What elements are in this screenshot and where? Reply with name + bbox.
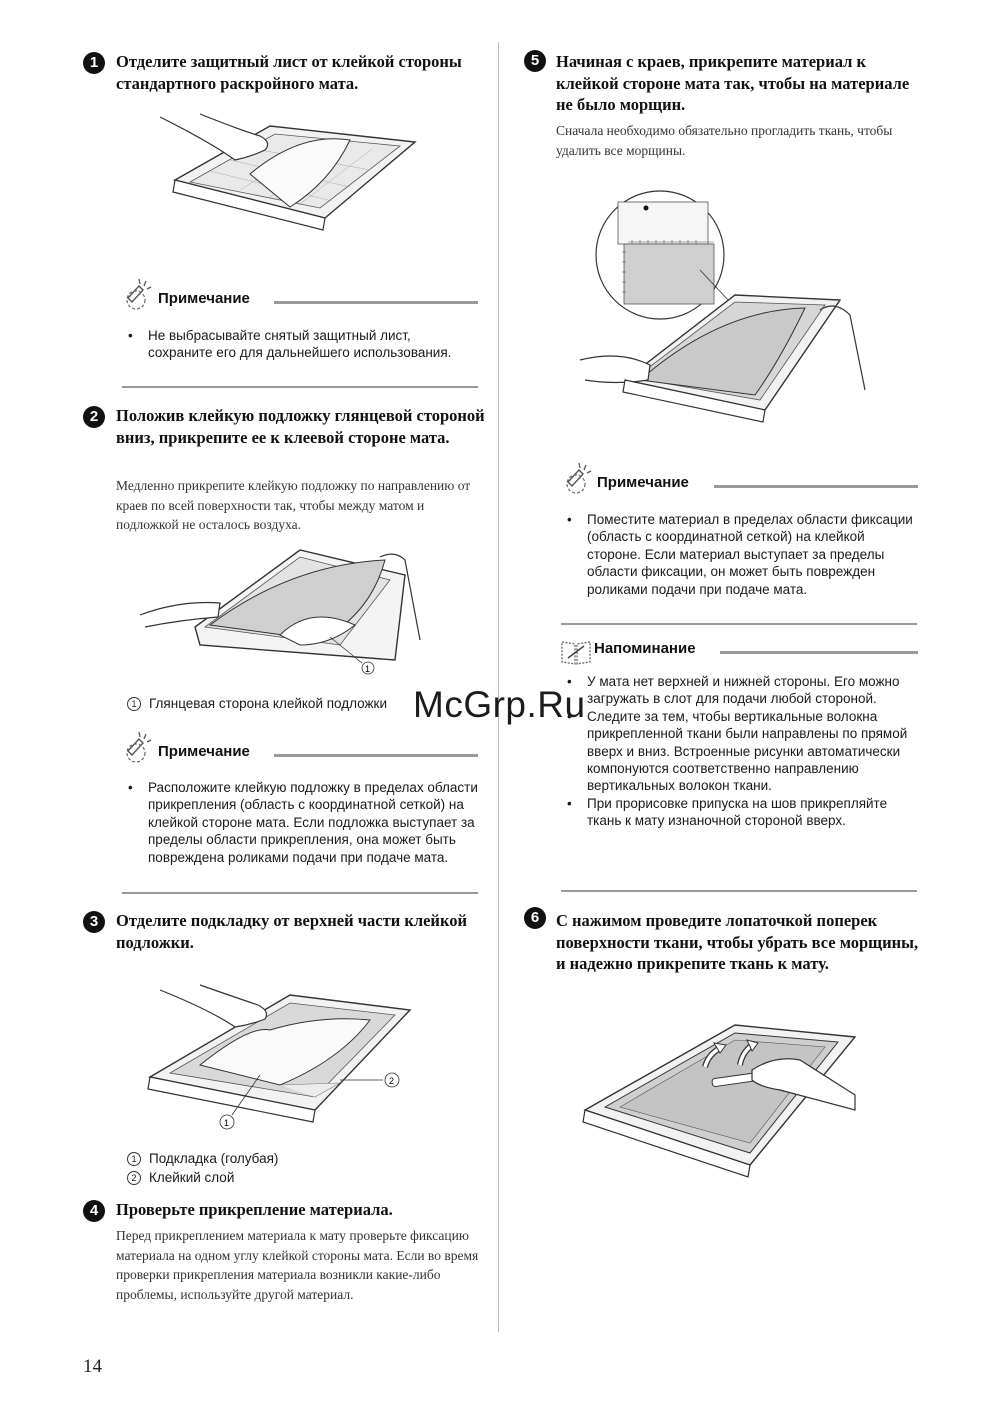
reminder-book-icon (560, 638, 592, 666)
note-1-title: Примечание (158, 290, 250, 307)
step-4-number: 4 (83, 1200, 105, 1222)
note-3-title: Примечание (597, 474, 689, 491)
step-5-number: 5 (524, 50, 546, 72)
reminder-item: • При прорисовке припуска на шов прикрепляйте ткань к мату изнаночной стороной вверх. (561, 795, 921, 830)
reminder-item: • Следите за тем, чтобы вертикальные волокна прикрепленной ткани были направлены по прямой вверх и вниз. Встроенные рисунки автоматически компонуются соответственно направлению вертикальных волокон ткани. (561, 708, 921, 795)
note-3-list (561, 511, 921, 598)
note-3-bottom-rule (561, 623, 917, 625)
svg-text:1: 1 (224, 1118, 230, 1128)
legend-marker: 2 (127, 1171, 141, 1185)
note-2-item: • Расположите клейкую подложку в пределах области прикрепления (область с координатной сеткой) на клейкой стороне мата. Если подложка выступает за пределы области прикрепления, она может быть повреждена роликами подачи при подаче мата. (122, 779, 482, 866)
legend-text: Подкладка (голубая) (149, 1151, 279, 1166)
figure-peel-protective-sheet (140, 112, 440, 262)
note-icon (560, 462, 594, 496)
step-5-description: Сначала необходимо обязательно прогладить ткань, чтобы удалить все морщины. (556, 123, 893, 158)
figure-remove-liner (140, 985, 410, 1135)
note-1-bottom-rule (122, 386, 478, 388)
svg-text:2: 2 (389, 1076, 395, 1086)
legend-text: Глянцевая сторона клейкой подложки (149, 696, 387, 711)
note-3-item: • Поместите материал в пределах области фиксации (область с координатной сеткой) на клейкой стороне. Если материал выступает за пределы области фиксации, он может быть поврежден роликами подачи при подаче мата. (561, 511, 921, 598)
watermark: McGrp.Ru (413, 684, 586, 725)
figure-smooth-with-spatula (580, 1015, 860, 1170)
svg-text:1: 1 (365, 664, 371, 674)
step-3-title: Отделите подкладку от верхней части клейкой подложки. (116, 911, 467, 952)
reminder-item: • У мата нет верхней и нижней стороны. Его можно загружать в слот для подачи любой стороной. (561, 673, 921, 708)
note-1-rule (274, 301, 478, 304)
step-1-number: 1 (83, 52, 105, 74)
figure-attach-fabric (580, 190, 870, 440)
step-2-description: Медленно прикрепите клейкую подложку по направлению от краев по всей поверхности так, чтобы между матом и подложкой не осталось воздуха. (116, 478, 471, 532)
note-3-rule (714, 485, 918, 488)
note-1-item: • Не выбрасывайте снятый защитный лист, сохраните его для дальнейшего использования. (122, 327, 478, 362)
legend-text: Клейкий слой (149, 1170, 235, 1185)
step-1-title: Отделите защитный лист от клейкой стороны стандартного раскройного мата. (116, 52, 462, 93)
note-1-list (122, 327, 478, 362)
legend-marker: 1 (127, 697, 141, 711)
figure-attach-adhesive-sheet (140, 545, 440, 680)
reminder-bottom-rule (561, 890, 917, 892)
step-2-title: Положив клейкую подложку глянцевой стороной вниз, прикрепите ее к клеевой стороне мата. (116, 406, 485, 447)
figure-3-legend (127, 1149, 278, 1187)
step-6-title: С нажимом проведите лопаточкой поперек поверхности ткани, чтобы убрать все морщины, и надежно прикрепите ткань к мату. (556, 911, 919, 973)
note-2-list (122, 779, 482, 866)
note-icon (120, 731, 154, 765)
step-4-title: Проверьте прикрепление материала. (116, 1200, 393, 1219)
figure-2-legend (127, 694, 387, 713)
note-icon (120, 278, 154, 312)
page-number: 14 (83, 1356, 102, 1377)
note-2-rule (274, 754, 478, 757)
step-2-number: 2 (83, 406, 105, 428)
step-6-number: 6 (524, 907, 546, 929)
step-5-title: Начиная с краев, прикрепите материал к клейкой стороне мата так, чтобы на материале не было морщин. (556, 52, 910, 114)
legend-row (127, 1168, 278, 1187)
legend-row (127, 1149, 278, 1168)
reminder-title: Напоминание (594, 640, 696, 657)
step-4-description: Перед прикреплением материала к мату проверьте фиксацию материала на одном углу клейкой стороны мата. Если во время проверки прикрепления материала возникли какие-либо проблемы, используйте другой материал. (116, 1228, 479, 1302)
legend-marker: 1 (127, 1152, 141, 1166)
reminder-list (561, 673, 921, 830)
note-2-bottom-rule (122, 892, 478, 894)
reminder-rule (720, 651, 918, 654)
note-2-title: Примечание (158, 743, 250, 760)
step-3-number: 3 (83, 911, 105, 933)
